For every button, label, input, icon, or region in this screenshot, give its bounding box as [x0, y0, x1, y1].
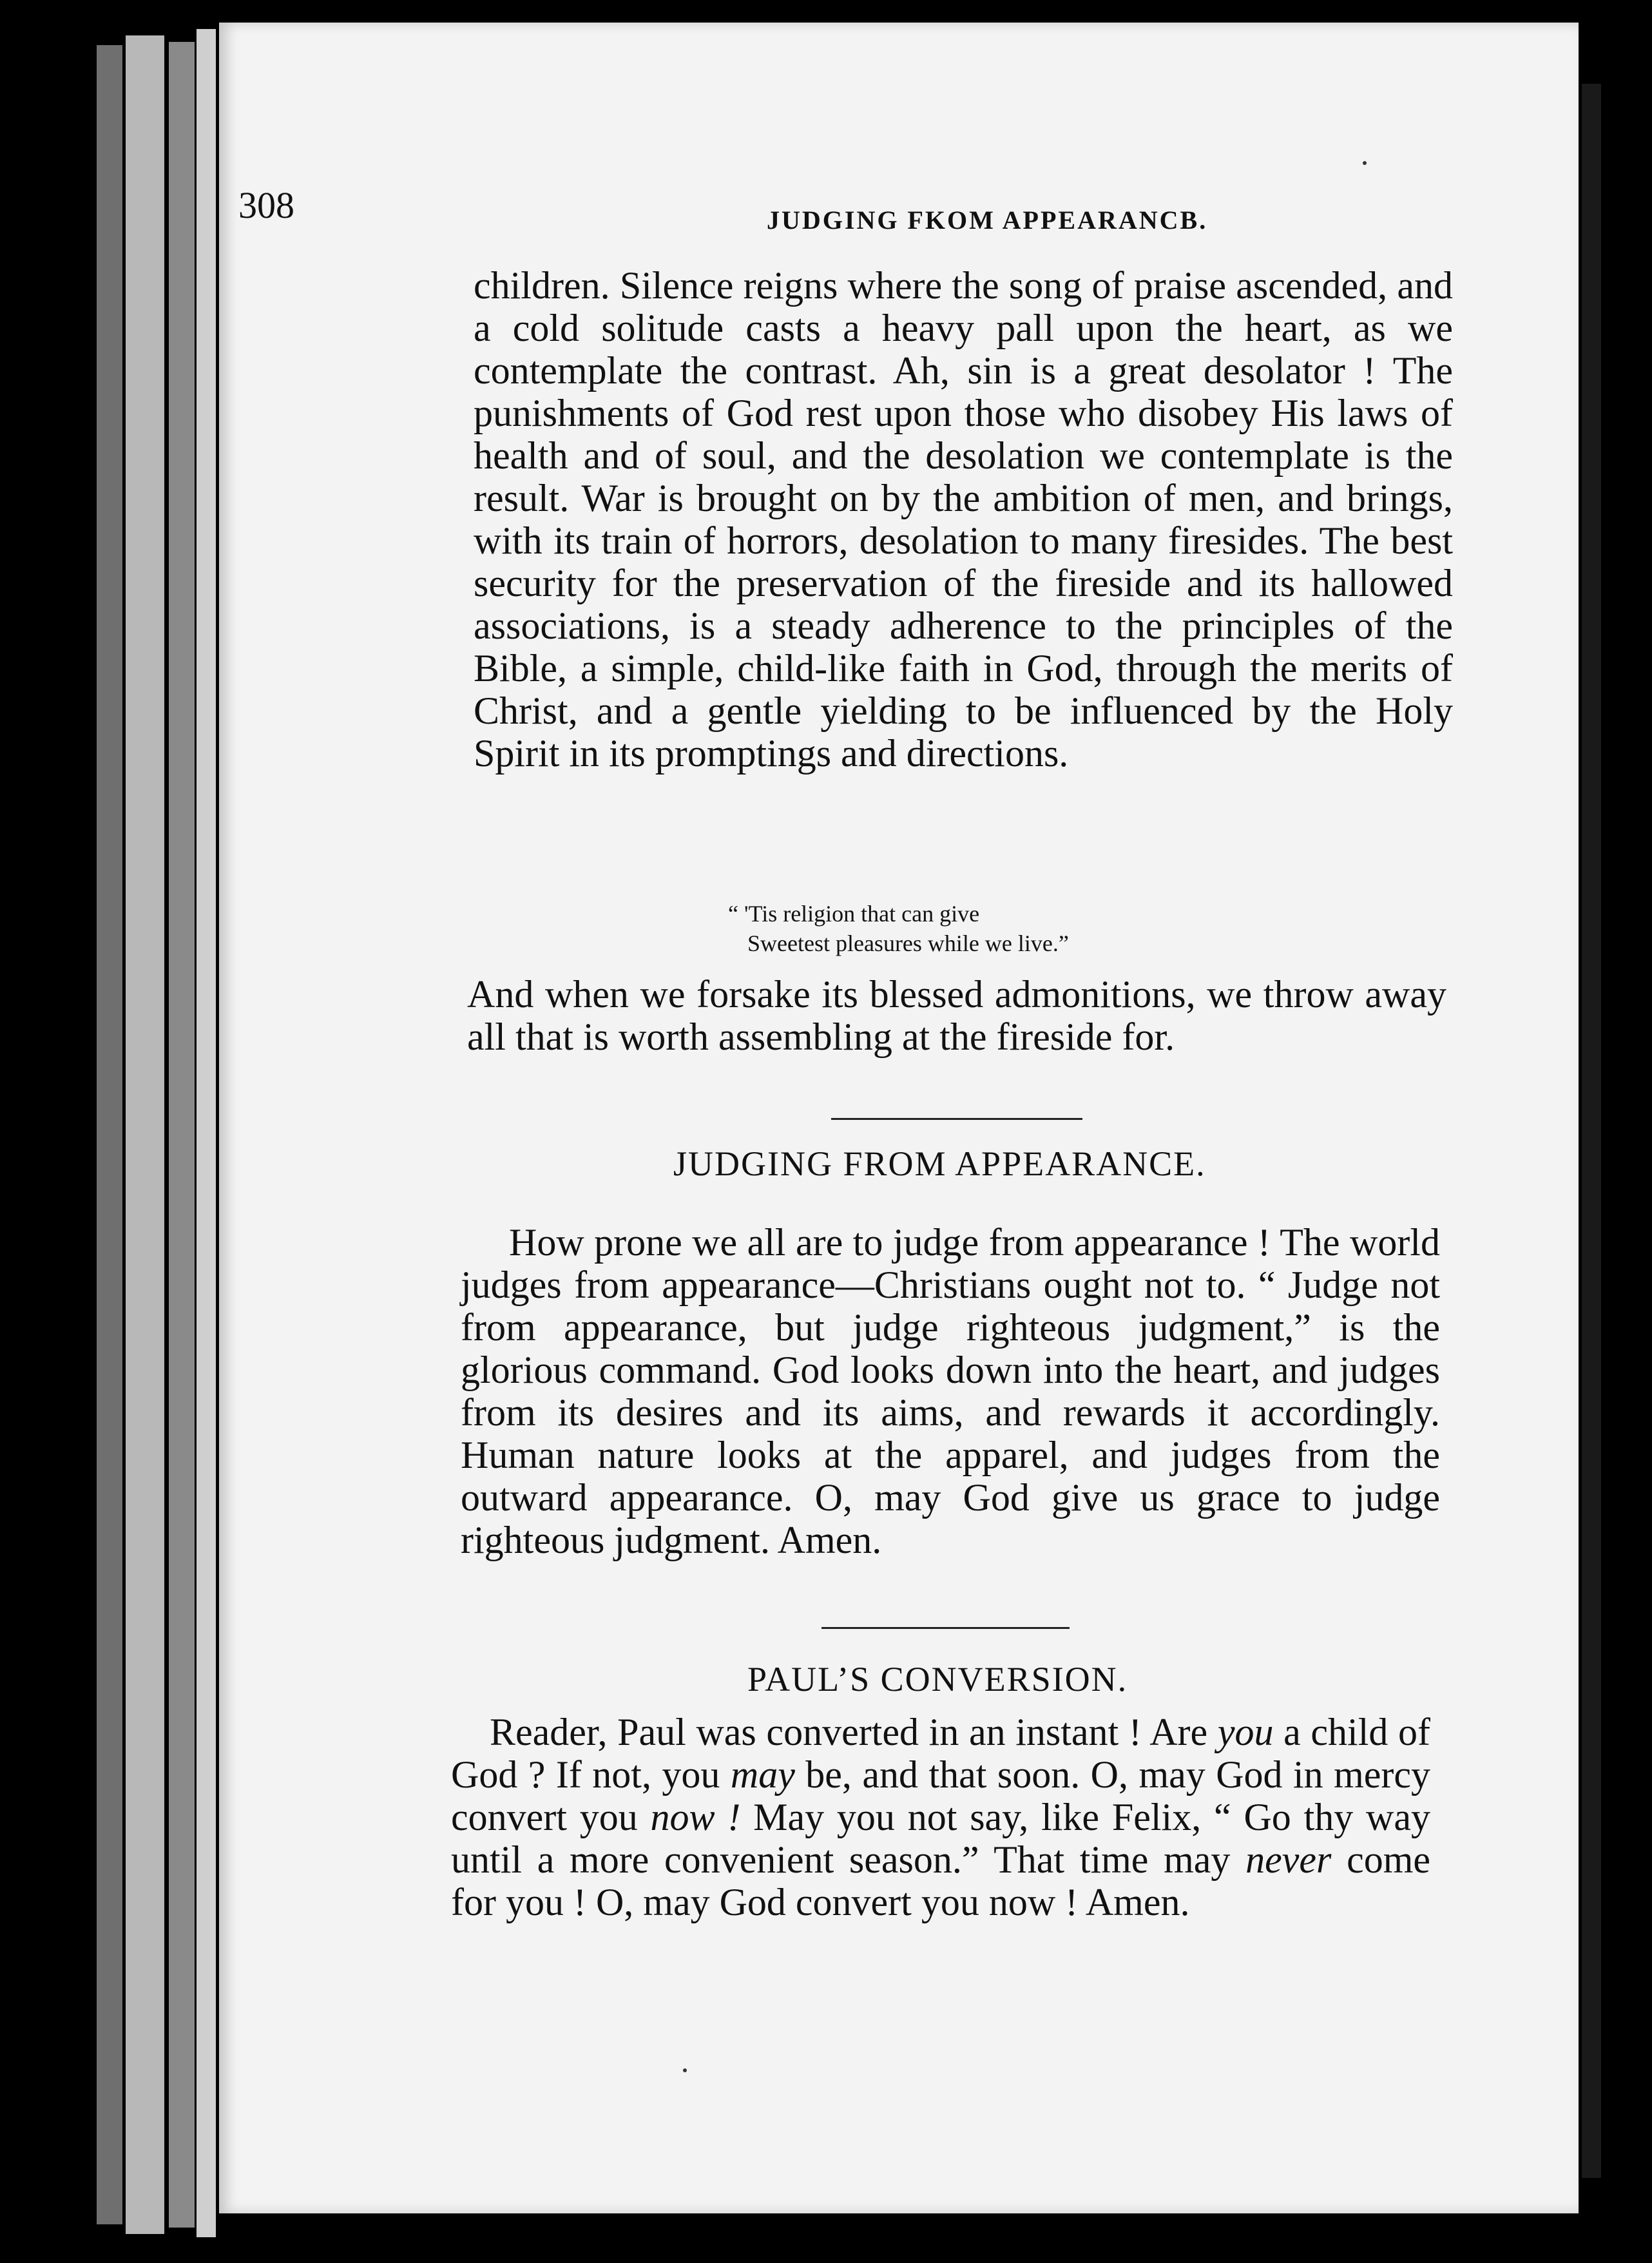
page-edge: [169, 42, 195, 2228]
text-run: come for you ! O, may God convert you now ! Amen.: [451, 1838, 1431, 1923]
running-head-title: JUDGING FKOM APPEARANCB.: [767, 206, 1208, 235]
paragraph-fireside: children. Silence reigns where the song of praise ascended, and a cold solitude casts a heavy pall upon the heart, as we contemplate the contrast. Ah, sin is a great desolator ! The punishments of God rest upon those who disobey His laws of health and of soul, and the desolation we contemplate is the result. War is brought on by the ambition of men, and brings, with its train of horrors, desolation to many firesides. The best security for the preservation of the fireside and its hallowed associations, is a steady adherence to the principles of the Bible, a simple, child-like faith in God, through the merits of Christ, and a gentle yielding to be influenced by the Holy Spirit in its promptings and directions.: [474, 264, 1453, 775]
quote-line-1: “ 'Tis religion that can give: [728, 901, 980, 927]
section-divider: [831, 1118, 1082, 1120]
page-edge: [126, 35, 164, 2234]
ink-speck: [1363, 161, 1367, 165]
text-run: be, and that soon. O, may God in mercy convert you: [451, 1753, 1431, 1838]
paragraph-admonitions: And when we forsake its blessed admonitions, we throw away all that is worth assembling at the fireside for.: [467, 973, 1446, 1058]
quote-line-2: Sweetest pleasures while we live.”: [747, 930, 1069, 956]
paragraph-judging: How prone we all are to judge from appearance ! The world judges from appearance—Christians ought not to. “ Judge not from appearance, but judge righteous judgment,” is the glorious command. God looks down into the heart, and judges from its desires and its aims, and rewards it accordingly. Human nature looks at the apparel, and judges from the outward appearance. O, may God give us grace to judge righteous judgment. Amen.: [461, 1221, 1440, 1561]
italic-never: never: [1245, 1838, 1332, 1881]
italic-may: may: [730, 1753, 795, 1796]
page-edge: [97, 45, 122, 2224]
text-run: Reader, Paul was converted in an instant ! Are: [490, 1711, 1218, 1753]
section-heading-judging: JUDGING FROM APPEARANCE.: [673, 1144, 1206, 1183]
italic-now: now !: [650, 1796, 741, 1838]
section-heading-conversion: PAUL’S CONVERSION.: [747, 1660, 1128, 1699]
italic-you: you: [1217, 1711, 1274, 1753]
text-run: May you not say, like Felix, “ Go thy way until a more convenient season.” That time may: [451, 1796, 1431, 1881]
section-divider: [821, 1627, 1070, 1629]
ink-speck: [683, 2068, 687, 2072]
page-number: 308: [238, 184, 294, 226]
text-run: a child of God ? If not, you: [451, 1711, 1430, 1796]
poem-quote: [728, 899, 1069, 958]
page-gutter-shadow: [1582, 84, 1601, 2178]
page-edge: [197, 29, 216, 2237]
paragraph-conversion: [451, 1711, 1430, 1923]
